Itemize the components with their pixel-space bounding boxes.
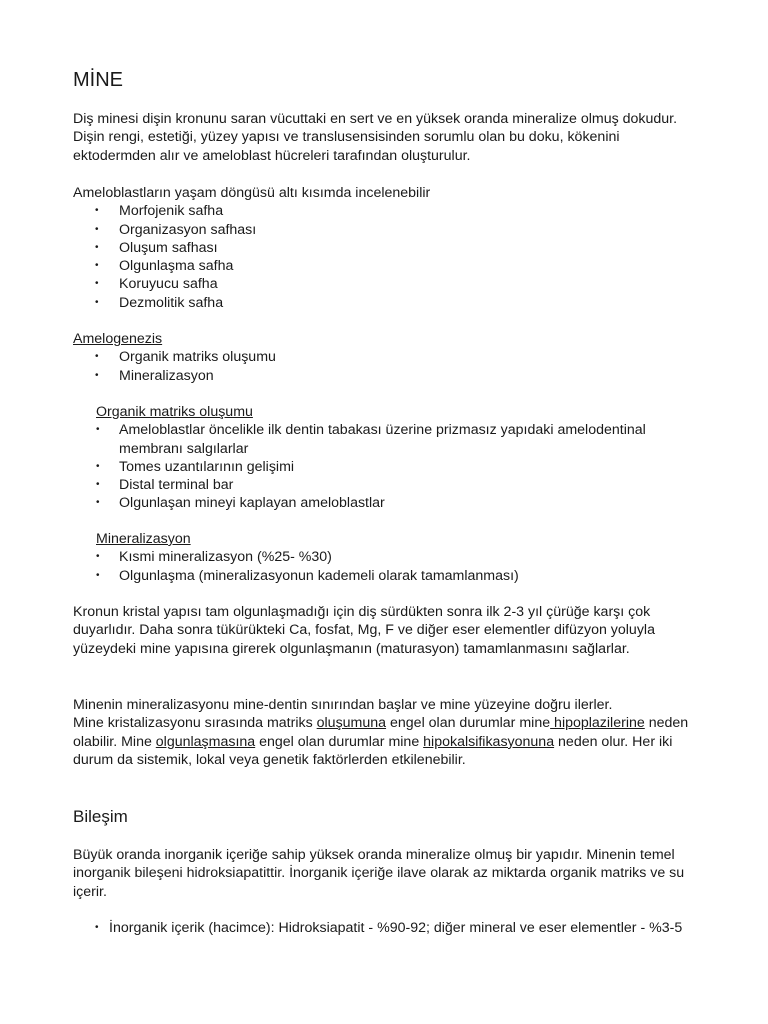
kristal-paragraph: Kronun kristal yapısı tam olgunlaşmadığı için diş sürdükten sonra ilk 2-3 yıl çürüğe karşı çok duyarlıdır. Daha sonra tükürükteki Ca, fosfat, Mg, F ve diğer eser elementler difüzyon yoluyla yüzeydeki mine yapısına girerek olgunlaşmanın (maturasyon) tamamlanmasını sağlarlar. xyxy=(73,604,655,657)
list-item: • Olgunlaşma safha xyxy=(73,257,693,275)
list-item: • Olgunlaşma (mineralizasyonun kademeli olarak tamamlanması) xyxy=(96,567,693,585)
text-run: engel olan durumlar mine xyxy=(386,715,551,732)
list-item: • Koruyucu safha xyxy=(73,275,693,293)
organik-section xyxy=(96,403,693,513)
bilesim-list xyxy=(73,919,693,937)
text-run: Mine kristalizasyonu sırasında matriks xyxy=(73,715,317,732)
list-item: • Mineralizasyon xyxy=(73,367,693,385)
underlined-term: oluşumuna xyxy=(316,715,387,732)
intro-paragraph: Diş minesi dişin kronunu saran vücuttaki en sert ve en yüksek oranda mineralize olmuş dokudur. Dişin rengi, estetiği, yüzey yapısı ve translusensisinden sorumlu olan bu doku, kökenini ektodermden alır ve ameloblast hücreleri tarafından oluşturulur. xyxy=(73,111,678,164)
list-item: • Distal terminal bar xyxy=(96,476,693,494)
text-run: engel olan durumlar mine xyxy=(255,733,424,750)
lifecycle-section xyxy=(73,184,693,312)
amelogenezis-section xyxy=(73,330,693,385)
page-title: MİNE xyxy=(73,69,123,91)
amelogenezis-heading: Amelogenezis xyxy=(73,331,163,347)
bilesim-paragraph: Büyük oranda inorganik içeriğe sahip yüksek oranda mineralize olmuş bir yapıdır. Minenin temel inorganik bileşeni hidroksiapatittir. İnorganik içeriğe ilave olarak az miktarda organik matriks ve su içerir. xyxy=(73,847,685,900)
mineralization-sentence-1: Minenin mineralizasyonu mine-dentin sınırından başlar ve mine yüzeyine doğru ilerler. xyxy=(73,697,613,713)
mineralizasyon-list xyxy=(96,548,693,585)
list-item: • Morfojenik safha xyxy=(73,202,693,220)
amelogenezis-list xyxy=(73,348,693,385)
underlined-term: hipoplazilerine xyxy=(550,715,645,732)
text-run: neden olabilir. Mine xyxy=(73,715,689,750)
list-item: • Organik matriks oluşumu xyxy=(73,348,693,366)
list-item: • Oluşum safhası xyxy=(73,239,693,257)
list-item: • İnorganik içerik (hacimce): Hidroksiapatit - %90-92; diğer mineral ve eser elementler - %3-5 xyxy=(73,919,693,937)
organik-heading: Organik matriks oluşumu xyxy=(96,404,253,420)
organik-list xyxy=(96,421,693,512)
list-item: • Organizasyon safhası xyxy=(73,221,693,239)
lifecycle-list xyxy=(73,202,693,312)
list-item: • Ameloblastlar öncelikle ilk dentin tabakası üzerine prizmasız yapıdaki amelodentinal membranı salgılarlar xyxy=(96,421,693,458)
underlined-term: hipokalsifikasyonuna xyxy=(423,733,555,750)
list-item: • Tomes uzantılarının gelişimi xyxy=(96,458,693,476)
bilesim-list-section xyxy=(73,919,693,937)
list-item: • Olgunlaşan mineyi kaplayan ameloblastlar xyxy=(96,494,693,512)
mineralizasyon-section xyxy=(96,530,693,585)
lifecycle-lead: Ameloblastların yaşam döngüsü altı kısımda incelenebilir xyxy=(73,185,431,201)
underlined-term: olgunlaşmasına xyxy=(155,733,256,750)
mineralization-paragraph xyxy=(73,696,693,769)
list-item: • Kısmi mineralizasyon (%25- %30) xyxy=(96,548,693,566)
mineralizasyon-heading: Mineralizasyon xyxy=(96,531,191,547)
mineralization-sentence-2 xyxy=(73,714,693,769)
bilesim-heading: Bileşim xyxy=(73,807,128,826)
text-run: neden olur. Her iki durum da sistemik, lokal veya genetik faktörlerden etkilenebilir. xyxy=(73,733,673,768)
list-item: • Dezmolitik safha xyxy=(73,294,693,312)
